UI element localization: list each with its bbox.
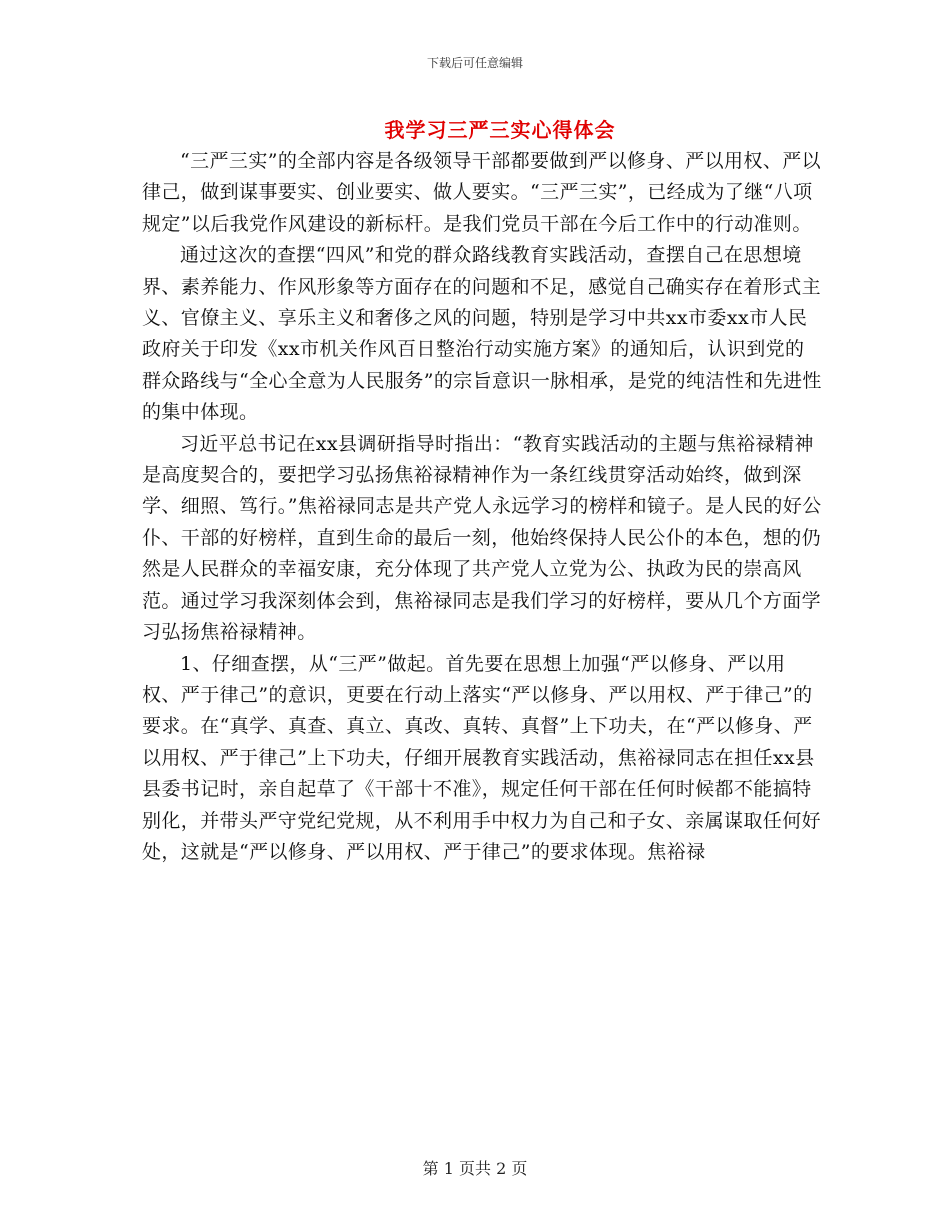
paragraph-1: “三严三实”的全部内容是各级领导干部都要做到严以修身、严以用权、严以律己，做到谋事要实、创业要实、做人要实。“三严三实”，已经成为了继“八项规定”以后我党作风建设的新标杆。是我们党员干部在今后工作中的行动准则。 (142, 150, 822, 235)
document-title: 我学习三严三实心得体会 (384, 118, 616, 142)
document-body (142, 146, 822, 868)
paragraph-2: 通过这次的查摆“四风”和党的群众路线教育实践活动，查摆自己在思想境界、素养能力、作风形象等方面存在的问题和不足，感觉自己确实存在着形式主义、官僚主义、享乐主义和奢侈之风的问题，特别是学习中共xx市委xx市人民政府关于印发《xx市机关作风百日整治行动实施方案》的通知后，认识到党的群众路线与“全心全意为人民服务”的宗旨意识一脉相承，是党的纯洁性和先进性的集中体现。 (142, 244, 822, 424)
download-note: 下载后可任意编辑 (426, 56, 523, 70)
page-number: 第 1 页共 2 页 (422, 1159, 528, 1178)
paragraph-4: 1、仔细查摆，从“三严”做起。首先要在思想上加强“严以修身、严以用权、严于律己”的意识，更要在行动上落实“严以修身、严以用权、严于律己”的要求。在“真学、真查、真立、真改、真转、真督”上下功夫，在“严以修身、严以用权、严于律己”上下功夫，仔细开展教育实践活动，焦裕禄同志在担任xx县县委书记时，亲自起草了《干部十不准》，规定任何干部在任何时候都不能搞特别化，并带头严守党纪党规，从不利用手中权力为自己和子女、亲属谋取任何好处，这就是“严以修身、严以用权、严于律己”的要求体现。焦裕禄 (142, 652, 822, 863)
paragraph-3: 习近平总书记在xx县调研指导时指出：“教育实践活动的主题与焦裕禄精神是高度契合的，要把学习弘扬焦裕禄精神作为一条红线贯穿活动始终，做到深学、细照、笃行。”焦裕禄同志是共产党人永远学习的榜样和镜子。是人民的好公仆、干部的好榜样，直到生命的最后一刻，他始终保持人民公仆的本色，想的仍然是人民群众的幸福安康，充分体现了共产党人立党为公、执政为民的崇高风范。通过学习我深刻体会到，焦裕禄同志是我们学习的好榜样，要从几个方面学习弘扬焦裕禄精神。 (142, 432, 822, 644)
